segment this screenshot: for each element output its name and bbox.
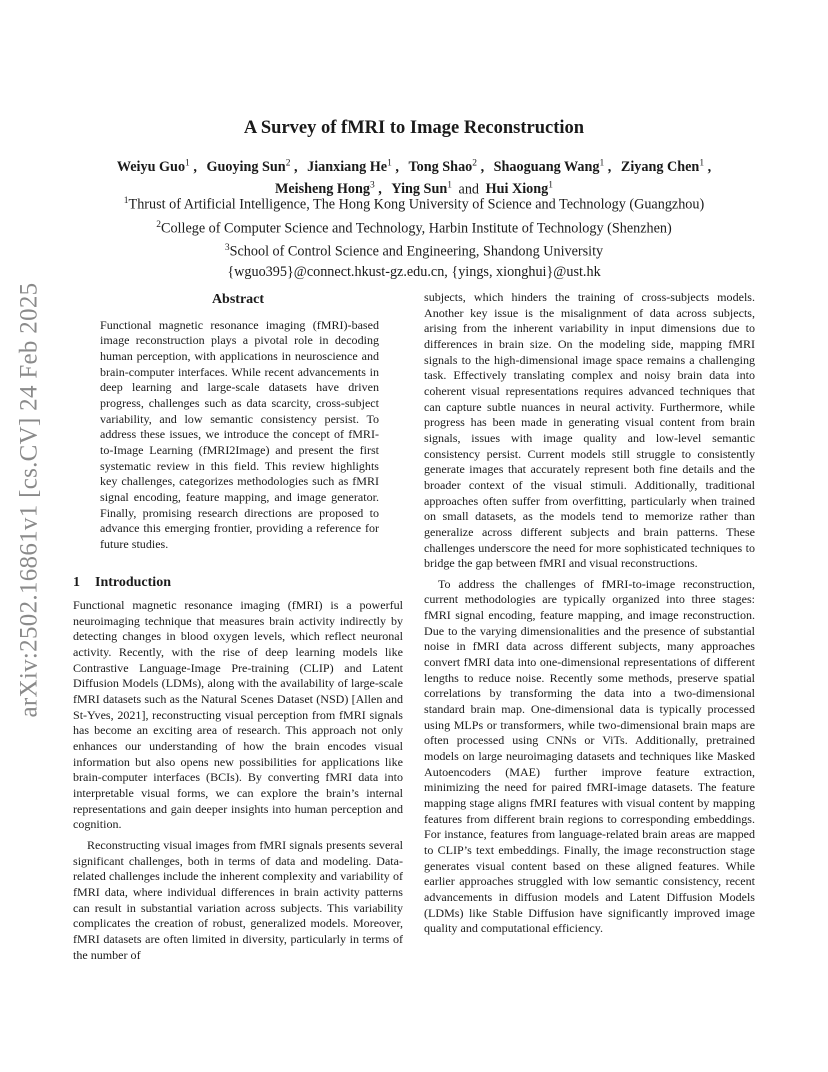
authors-and: and [458, 181, 480, 198]
intro-paragraph-3: To address the challenges of fMRI-to-image reconstruction, current methodologies are typically organized into three stages: fMRI signal encoding, feature mapping, and image reconstruction. Due to the varying dimensionalities and the presence of substantial noise in fMRI data across different subjects, many approaches convert fMRI data into one-dimensional representations of different lengths to reduce noise. Recently some methods, preserve spatial correlations by transforming the data into a two-dimensional standard brain map. One-dimensional data is typically processed using MLPs or transformers, while two-dimensional brain maps are often processed using CNNs or ViTs. Additionally, pretrained models on large neuroimaging datasets and techniques like Masked Autoencoders (MAE) further improve feature extraction, minimizing the need for paired fMRI-image datasets. The feature mapping stage aligns fMRI features with visual content by mapping features from different brain regions to corresponding embeddings. For instance, features from language-related brain areas are mapped to CLIP’s text embeddings. Finally, the image reconstruction stage generates visual content based on these aligned features. While earlier approaches struggled with low semantic consistency, recent advancements in diffusion models and Latent Diffusion Models (LDMs) like Stable Diffusion have significantly improved image quality and computational efficiency. [424, 576, 755, 936]
abstract-heading: Abstract [211, 292, 265, 307]
right-column [424, 290, 755, 937]
section-number: 1 [73, 574, 80, 590]
section-heading-introduction [73, 575, 403, 591]
author: Meisheng Hong$^3$ , [274, 180, 382, 198]
section-title: Introduction [95, 574, 171, 590]
arxiv-stamp-text: arXiv:2502.16861v1 [cs.CV] 24 Feb 2025 [15, 282, 43, 718]
author: Guoying Sun$^2$ , [206, 158, 298, 175]
left-column [73, 290, 403, 963]
author-emails: {wguo395}@connect.hkust-gz.edu.cn, {yings, xionghui}@ust.hk [227, 264, 601, 281]
affiliation: $^3$School of Control Science and Engineering, Shandong University [224, 243, 604, 261]
author: Ying Sun$^1$ [391, 180, 452, 198]
author: Tong Shao$^2$ , [408, 158, 485, 175]
intro-paragraph-2: Reconstructing visual images from fMRI signals presents several significant challenges, both in terms of data and modeling. Data-related challenges include the inherent complexity and variability of fMRI data, where individual differences in brain activity patterns can result in substantial variation across subjects. This variability complicates the creation of robust, generalized models. Moreover, fMRI datasets are often limited in diversity, particularly in terms of the number of [73, 838, 403, 962]
author: Jianxiang He$^1$ , [307, 158, 399, 175]
affiliation: $^1$Thrust of Artificial Intelligence, The Hong Kong University of Science and Technology (Guangzhou) [123, 196, 705, 213]
arxiv-stamp [10, 260, 48, 740]
intro-paragraph-2-continued: subjects, which hinders the training of cross-subjects models. Another key issue is the misalignment of data across subjects, arising from the inherent variability in input dimensions due to differences in brain size. On the modeling side, mapping fMRI signals to the high-dimensional image space remains a challenging task. Effectively translating complex and noisy brain data into coherent visual representations requires advanced techniques that can capture subtle nuances in neural activity. Furthermore, while progress has been made in generating visual content from brain signals, issues with image quality and low-level semantic consistency persist. Current models still struggle to consistently generate images that accurately represent both fine details and the broader context of the visual stimuli. Additionally, traditional approaches often suffer from overfitting, particularly when trained on small datasets, as the models tend to memorize rather than generalize across different subjects and brain patterns. These challenges underscore the need for more sophisticated techniques to bridge the gap between fMRI and visual reconstructions. [424, 290, 755, 571]
author: Weiyu Guo$^1$ , [116, 158, 197, 175]
author: Ziyang Chen$^1$ , [620, 158, 712, 175]
affiliations [0, 191, 828, 282]
author: Hui Xiong$^1$ [485, 180, 554, 198]
paper-title: A Survey of fMRI to Image Reconstruction [243, 118, 585, 138]
affiliation: $^2$College of Computer Science and Technology, Harbin Institute of Technology (Shenzhen) [156, 219, 672, 237]
intro-paragraph-1: Functional magnetic resonance imaging (fMRI) is a powerful neuroimaging technique that measures brain activity indirectly by detecting changes in blood oxygen levels, which reflect neuronal activity. Recently, with the rise of deep learning models like Contrastive Language-Image Pre-training (CLIP) and Latent Diffusion Models (LDMs), along with the availability of large-scale fMRI datasets such as the Natural Scenes Dataset (NSD) [Allen and St-Yves, 2021], reconstructing visual perception from fMRI signals has become an exciting area of research. This approach not only enhances our understanding of how the brain encodes visual information but also opens new possibilities for applications like brain-computer interfaces (BCIs). By converting fMRI data into interpretable visual forms, we can explore the brain’s internal representations and gain deeper insights into human perception and cognition. [73, 598, 403, 832]
author: Shaoguang Wang$^1$ , [493, 158, 612, 175]
abstract-text: Functional magnetic resonance imaging (fMRI)-based image reconstruction plays a pivotal role in decoding human perception, with applications in neuroscience and brain-computer interfaces. While recent advancements in deep learning and large-scale datasets have driven progress, challenges such as data scarcity, cross-subject variability, and low semantic consistency persist. To address these issues, we introduce the concept of fMRI-to-Image Learning (fMRI2Image) and present the first systematic review in this field. This review highlights key challenges, categorizes methodologies such as fMRI signal encoding, feature mapping, and image generator. Finally, promising research directions are proposed to advance this emerging frontier, providing a reference for future studies. [100, 317, 379, 551]
